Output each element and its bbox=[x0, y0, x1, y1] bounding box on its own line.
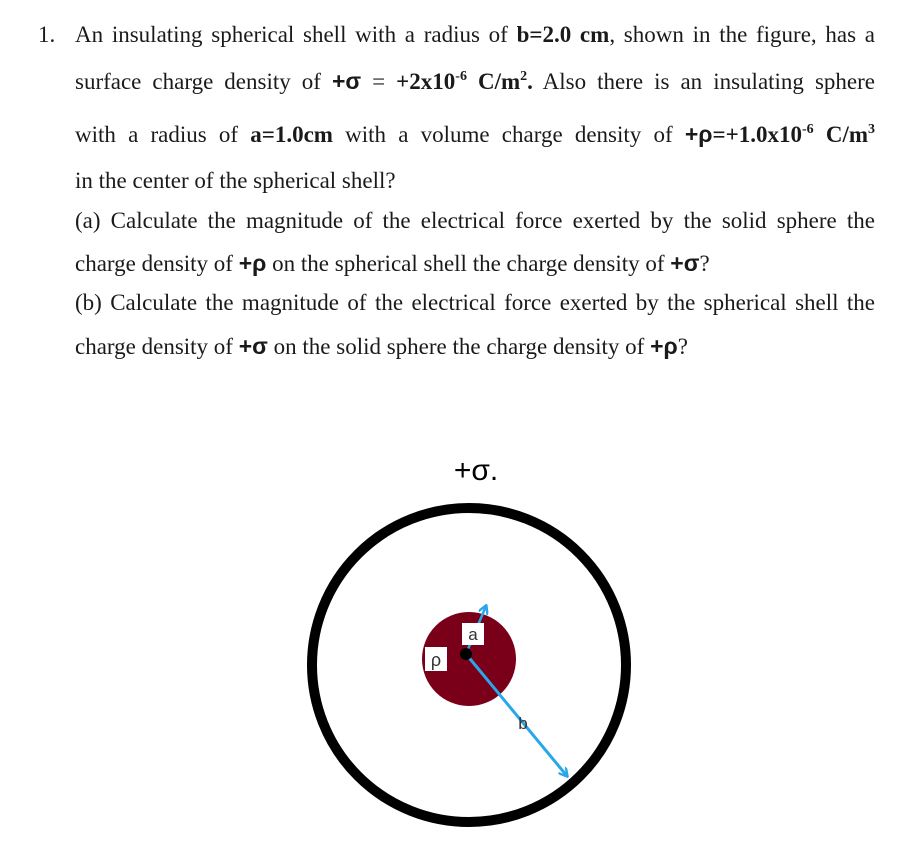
center-point bbox=[460, 648, 472, 660]
question-line-3: with a radius of a=1.0cm with a volume charge density of $+\rho=+1.0x10^{-6}$ $C/m^3$ bbox=[75, 121, 875, 147]
radius-b-label: b bbox=[518, 714, 528, 733]
radius-b-arrow bbox=[466, 654, 567, 776]
part-a-line-1: (a) Calculate the magnitude of the electrical force exerted by the solid sphere the bbox=[75, 208, 875, 233]
question-line-1: An insulating spherical shell with a radius of b=2.0 cm, shown in the figure, has a bbox=[75, 22, 875, 47]
question-line-4: in the center of the spherical shell? bbox=[75, 168, 396, 193]
part-a-line-2: charge density of +ρ on the spherical shell the charge density of +σ? bbox=[75, 250, 710, 276]
question-line-2: surface charge density of $+\sigma = +2x10^{-6}$ $C/m^2$. Also there is an insulating sphere bbox=[75, 68, 875, 94]
shell-charge-label: +σ. bbox=[453, 454, 499, 487]
part-b-line-2: charge density of +σ on the solid sphere the charge density of +ρ? bbox=[75, 333, 688, 359]
sphere-charge-label: ρ bbox=[430, 650, 442, 670]
part-b-line-1: (b) Calculate the magnitude of the electrical force exerted by the spherical shell the bbox=[75, 290, 875, 315]
radius-a-label: a bbox=[468, 625, 478, 644]
question-number: 1. bbox=[38, 22, 56, 47]
